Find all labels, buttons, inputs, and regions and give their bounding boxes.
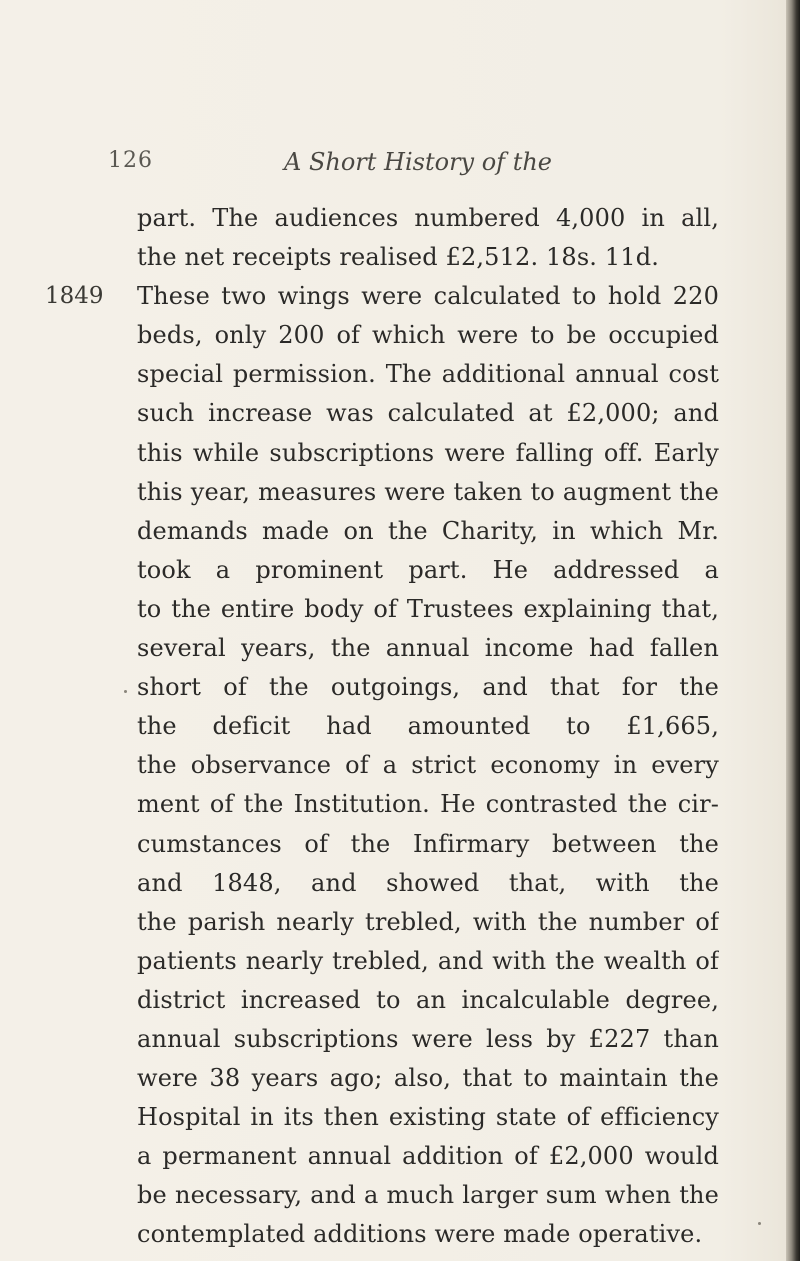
text-line [0, 1215, 800, 1254]
line-text: this year, measures were taken to augment the [137, 477, 719, 506]
scan-speck [758, 1222, 761, 1225]
line-text: short of the outgoings, and that for the [137, 673, 719, 702]
line-text: were 38 years ago; also, that to maintain the [137, 1064, 719, 1093]
page-number: 126 [108, 148, 153, 173]
text-line [0, 668, 800, 707]
line-text: the deficit had amounted to £1,665, [137, 712, 719, 741]
text-line [0, 864, 800, 903]
text-line [0, 1176, 800, 1215]
page-edge-shadow [786, 0, 800, 1261]
text-line [0, 629, 800, 668]
text-line [0, 473, 800, 512]
text-line [0, 746, 800, 785]
line-text: demands made on the Charity, in which Mr. [137, 516, 719, 545]
line-text: special permission. The additional annual cost [137, 360, 719, 389]
line-text: district increased to an incalculable degree, [137, 985, 719, 1014]
line-text: a permanent annual addition of £2,000 would [137, 1142, 719, 1171]
text-line [0, 1137, 800, 1176]
line-text: patients nearly trebled, and with the wealth of [137, 946, 719, 975]
text-line [0, 355, 800, 394]
line-text: cumstances of the Infirmary between the [137, 829, 719, 858]
line-text: this while subscriptions were falling off. Early [137, 438, 719, 467]
text-line [0, 1020, 800, 1059]
line-text: contemplated additions were made operative. [137, 1220, 703, 1249]
text-line [0, 238, 800, 277]
line-text: such increase was calculated at £2,000; and [137, 399, 719, 428]
margin-year: 1849 [45, 283, 104, 310]
line-text: annual subscriptions were less by £227 than [137, 1024, 719, 1053]
line-text: the parish nearly trebled, with the number of [137, 907, 719, 936]
text-line [0, 1098, 800, 1137]
text-line [0, 825, 800, 864]
line-text: part. The audiences numbered 4,000 in all, [137, 204, 719, 232]
text-line [0, 942, 800, 981]
scan-speck [124, 690, 127, 693]
text-line [0, 199, 800, 238]
text-line [0, 551, 800, 590]
line-text: took a prominent part. He addressed a [137, 555, 719, 584]
text-line [0, 903, 800, 942]
running-title: A Short History of the [284, 148, 552, 176]
body-text [0, 199, 800, 1255]
text-line [0, 590, 800, 629]
text-line [0, 316, 800, 355]
line-text: ment of the Institution. He contrasted the cir- [137, 790, 719, 819]
text-line [0, 707, 800, 746]
line-text: Hospital in its then existing state of efficiency [137, 1103, 719, 1132]
line-text: the observance of a strict economy in every [137, 751, 719, 780]
text-line [0, 785, 800, 824]
running-head [108, 148, 668, 188]
line-text: to the entire body of Trustees explaining that, [137, 594, 719, 623]
text-line [0, 1059, 800, 1098]
line-text: the net receipts realised £2,512. 18s. 11d. [137, 243, 659, 272]
line-text: be necessary, and a much larger sum when the [137, 1181, 719, 1210]
line-text: These two wings were calculated to hold 220 [137, 282, 719, 311]
text-line [0, 277, 800, 316]
text-line [0, 434, 800, 473]
text-line [0, 394, 800, 433]
text-line [0, 981, 800, 1020]
line-text: several years, the annual income had fallen [137, 634, 719, 663]
line-text: beds, only 200 of which were to be occupied [137, 321, 719, 350]
text-line [0, 512, 800, 551]
line-text: and 1848, and showed that, with the [137, 868, 719, 897]
